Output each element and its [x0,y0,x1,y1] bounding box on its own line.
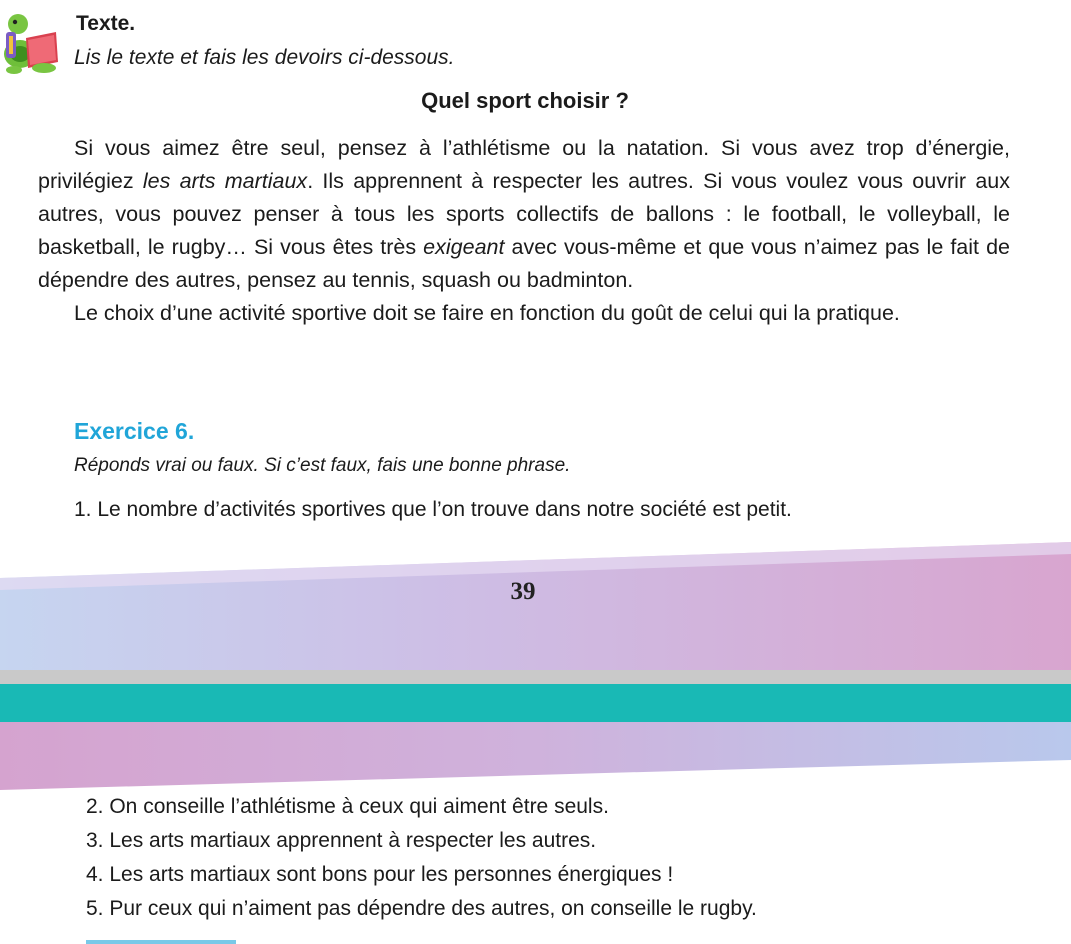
term-exigeant: exigeant [423,235,505,259]
section-heading: Texte. [76,12,136,35]
reading-turtle-icon [0,10,64,76]
paragraph-1-part-c: . Ils apprennent à respecter les autres. Si vous voulez vous ouvrir aux autres, vous pouvez penser à tous les sports collectifs de ballons : le football, le volleyball, le basketball, le rugby… Si vous êtes très [38,169,1010,259]
exercise-item-5: 5. Pur ceux qui n’aiment pas dépendre des autres, on conseille le rugby. [86,897,757,920]
reading-text [38,132,1010,330]
page-number: 39 [510,578,536,605]
term-arts-martiaux: les arts martiaux [142,169,308,193]
paragraph-2: Le choix d’une activité sportive doit se faire en fonction du goût de celui qui la pratique. [74,301,900,325]
page-break-band [0,538,1071,798]
paragraph-1-part-e: avec vous-même et que vous n’aimez pas le fait de dépendre des autres, pensez au tennis, squash ou badminton. [38,235,1010,292]
text-title: Quel sport choisir ? [421,88,629,113]
paragraph-1-part-a: Si vous aimez être seul, pensez à l’athlétisme ou la natation. Si vous avez trop d’énergie, privilégiez [38,136,1010,193]
exercise-instruction: Réponds vrai ou faux. Si c’est faux, fais une bonne phrase. [74,455,571,476]
paragraph-1 [38,132,1010,297]
exercise-title: Exercice 6. [74,418,195,444]
exercise-item-3: 3. Les arts martiaux apprennent à respecter les autres. [86,829,597,852]
exercise-item-2: 2. On conseille l’athlétisme à ceux qui aiment être seuls. [86,795,609,818]
exercise-item-4: 4. Les arts martiaux sont bons pour les personnes énergiques ! [86,863,674,886]
exercise-item-1: 1. Le nombre d’activités sportives que l’on trouve dans notre société est petit. [74,498,792,521]
next-heading-fragment [86,938,246,944]
exercise-items-continued [86,790,757,926]
section-instruction: Lis le texte et fais les devoirs ci-dessous. [74,46,455,69]
